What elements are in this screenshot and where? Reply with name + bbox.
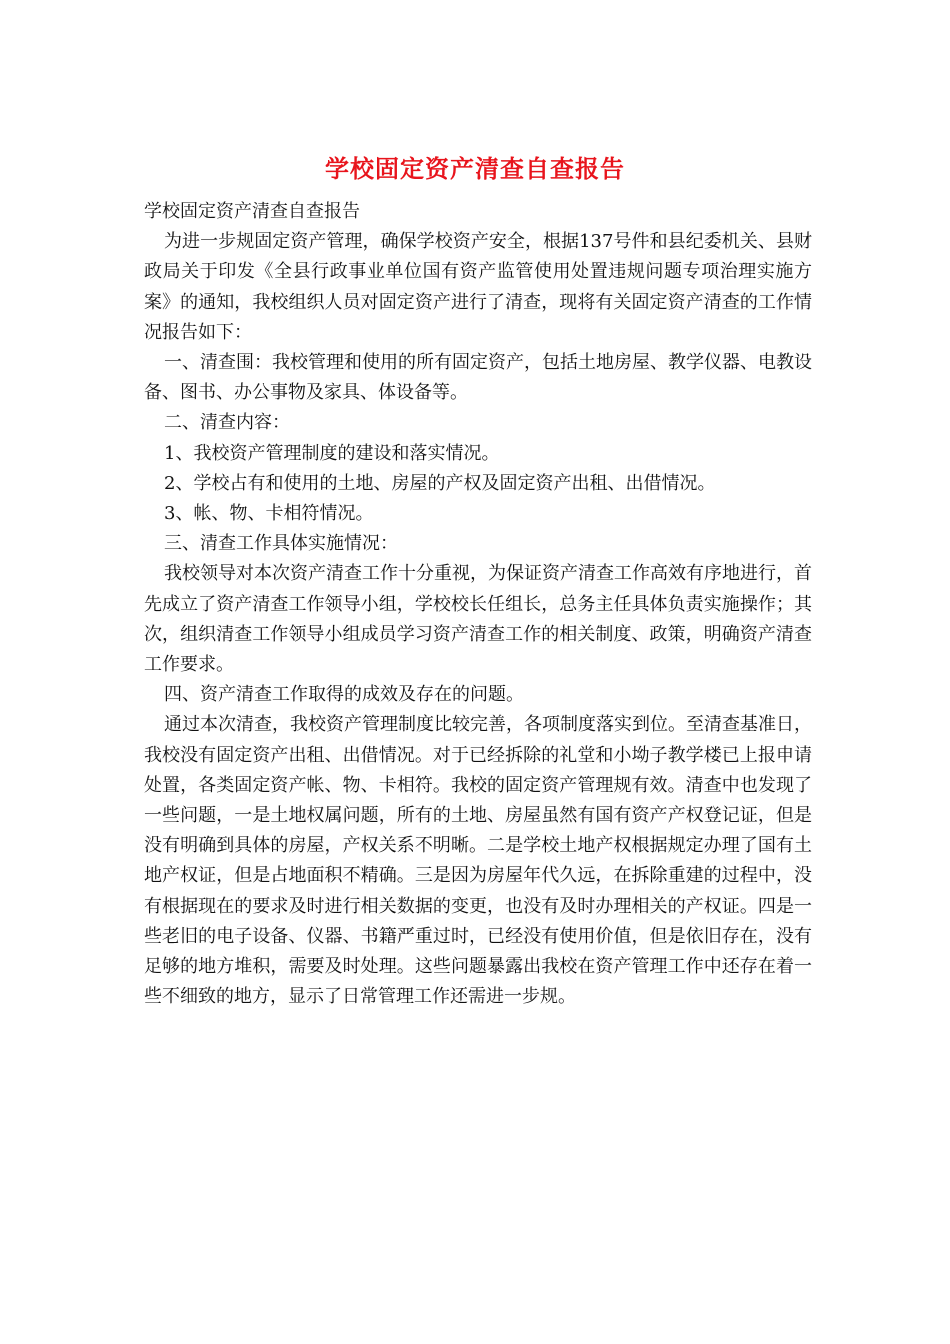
- section-heading-content: 二、清查内容：: [164, 412, 290, 434]
- document-body: [144, 197, 812, 1012]
- document-subtitle: 学校固定资产清查自查报告: [144, 201, 360, 222]
- section-heading-implementation: 三、清查工作具体实施情况：: [164, 533, 398, 555]
- paragraph-intro: 为进一步规固定资产管理，确保学校资产安全，根据137号件和县纪委机关、县财政局关于印发《全县行政事业单位国有资产监管使用处置违规问题专项治理实施方案》的通知，我校组织人员对固定资产进行了清查，现将有关固定资产清查的工作情况报告如下：: [144, 231, 812, 343]
- section-heading-results: 四、资产清查工作取得的成效及存在的问题。: [164, 684, 524, 706]
- list-item-3: 3、帐、物、卡相符情况。: [164, 503, 374, 525]
- document-title: 学校固定资产清查自查报告: [325, 155, 625, 183]
- list-item-2: 2、学校占有和使用的土地、房屋的产权及固定资产出租、出借情况。: [164, 472, 716, 494]
- list-item-1: 1、我校资产管理制度的建设和落实情况。: [164, 442, 500, 464]
- paragraph-implementation: 我校领导对本次资产清查工作十分重视，为保证资产清查工作高效有序地进行，首先成立了资产清查工作领导小组，学校校长任组长，总务主任具体负责实施操作；其次，组织清查工作领导小组成员学习资产清查工作的相关制度、政策，明确资产清查工作要求。: [144, 563, 812, 676]
- paragraph-results: 通过本次清查，我校资产管理制度比较完善，各项制度落实到位。至清查基准日，我校没有固定资产出租、出借情况。对于已经拆除的礼堂和小坳子教学楼已上报申请处置，各类固定资产帐、物、卡相符。我校的固定资产管理规有效。清查中也发现了一些问题，一是土地权属问题，所有的土地、房屋虽然有国有资产产权登记证，但是没有明确到具体的房屋，产权关系不明晰。二是学校土地产权根据规定办理了国有土地产权证，但是占地面积不精确。三是因为房屋年代久远，在拆除重建的过程中，没有根据现在的要求及时进行相关数据的变更，也没有及时办理相关的产权证。四是一些老旧的电子设备、仪器、书籍严重过时，已经没有使用价值，但是依旧存在，没有足够的地方堆积，需要及时处理。这些问题暴露出我校在资产管理工作中还存在着一些不细致的地方，显示了日常管理工作还需进一步规。: [144, 714, 812, 1008]
- paragraph-scope: 一、清查围：我校管理和使用的所有固定资产，包括土地房屋、教学仪器、电教设备、图书、办公事物及家具、体设备等。: [144, 352, 812, 404]
